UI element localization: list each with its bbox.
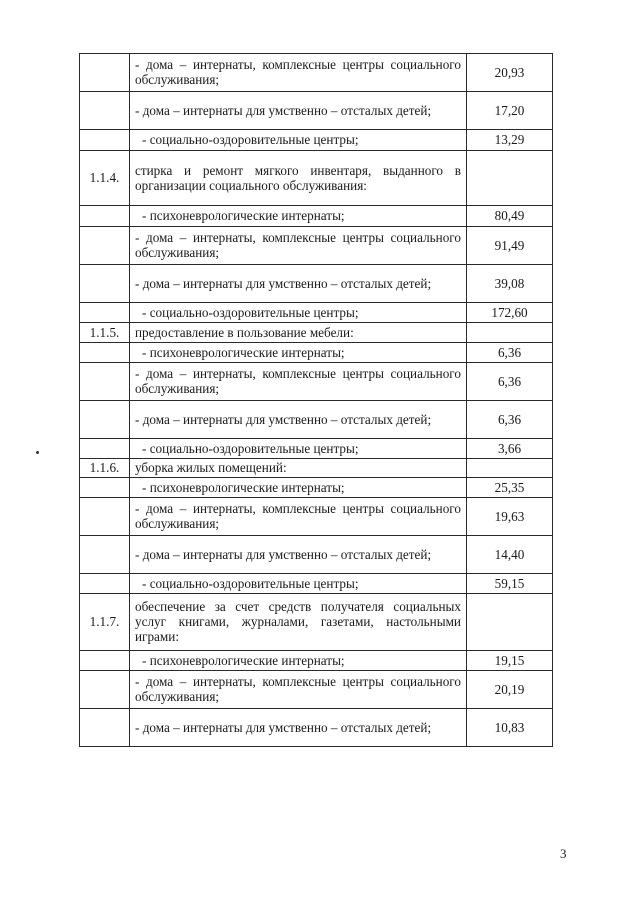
section-row — [80, 323, 553, 343]
table-row — [80, 709, 553, 747]
item-code — [80, 130, 130, 151]
tariff-value: 59,15 — [467, 574, 553, 594]
service-description: - социально-оздоровительные центры; — [130, 130, 467, 151]
tariff-value: 19,63 — [467, 498, 553, 536]
table-row — [80, 54, 553, 92]
item-code — [80, 651, 130, 671]
item-code — [80, 343, 130, 363]
tariff-value: 6,36 — [467, 363, 553, 401]
section-row — [80, 151, 553, 206]
service-description: - психоневрологические интернаты; — [130, 343, 467, 363]
tariff-value: 20,19 — [467, 671, 553, 709]
service-description: - дома – интернаты, комплексные центры социального обслуживания; — [130, 54, 467, 92]
service-description: - социально-оздоровительные центры; — [130, 439, 467, 459]
item-code — [80, 498, 130, 536]
tariff-value: 6,36 — [467, 401, 553, 439]
section-title: уборка жилых помещений: — [130, 459, 467, 478]
service-description: - дома – интернаты, комплексные центры социального обслуживания; — [130, 227, 467, 265]
service-description: - дома – интернаты для умственно – отсталых детей; — [130, 401, 467, 439]
page-number: 3 — [560, 846, 567, 861]
item-code — [80, 363, 130, 401]
item-code: 1.1.7. — [80, 594, 130, 651]
table-row — [80, 130, 553, 151]
tariff-table-body — [80, 54, 553, 747]
item-code — [80, 303, 130, 323]
table-row — [80, 478, 553, 498]
tariff-value: 19,15 — [467, 651, 553, 671]
table-row — [80, 92, 553, 130]
table-row — [80, 498, 553, 536]
tariff-value: 13,29 — [467, 130, 553, 151]
item-code — [80, 401, 130, 439]
table-row — [80, 536, 553, 574]
tariff-table — [79, 53, 553, 747]
tariff-value: 17,20 — [467, 92, 553, 130]
table-row — [80, 303, 553, 323]
tariff-value — [467, 151, 553, 206]
tariff-value: 80,49 — [467, 206, 553, 227]
item-code: 1.1.6. — [80, 459, 130, 478]
service-description: - дома – интернаты, комплексные центры социального обслуживания; — [130, 498, 467, 536]
tariff-value: 10,83 — [467, 709, 553, 747]
service-description: - психоневрологические интернаты; — [130, 478, 467, 498]
section-title: предоставление в пользование мебели: — [130, 323, 467, 343]
service-description: - социально-оздоровительные центры; — [130, 574, 467, 594]
service-description: - психоневрологические интернаты; — [130, 206, 467, 227]
section-row — [80, 594, 553, 651]
item-code: 1.1.5. — [80, 323, 130, 343]
item-code — [80, 536, 130, 574]
tariff-value — [467, 323, 553, 343]
table-row — [80, 363, 553, 401]
section-row — [80, 459, 553, 478]
tariff-value: 3,66 — [467, 439, 553, 459]
service-description: - дома – интернаты для умственно – отсталых детей; — [130, 536, 467, 574]
scan-speck — [36, 451, 39, 454]
tariff-value — [467, 594, 553, 651]
service-description: - дома – интернаты для умственно – отсталых детей; — [130, 265, 467, 303]
item-code — [80, 709, 130, 747]
tariff-value: 172,60 — [467, 303, 553, 323]
tariff-value: 91,49 — [467, 227, 553, 265]
service-description: - дома – интернаты, комплексные центры социального обслуживания; — [130, 363, 467, 401]
tariff-value: 25,35 — [467, 478, 553, 498]
item-code — [80, 54, 130, 92]
table-row — [80, 439, 553, 459]
service-description: - социально-оздоровительные центры; — [130, 303, 467, 323]
service-description: - дома – интернаты для умственно – отсталых детей; — [130, 709, 467, 747]
item-code — [80, 478, 130, 498]
table-row — [80, 401, 553, 439]
table-row — [80, 574, 553, 594]
service-description: - дома – интернаты для умственно – отсталых детей; — [130, 92, 467, 130]
item-code — [80, 206, 130, 227]
item-code — [80, 227, 130, 265]
item-code — [80, 92, 130, 130]
table-row — [80, 265, 553, 303]
table-row — [80, 651, 553, 671]
tariff-value: 39,08 — [467, 265, 553, 303]
tariff-value: 6,36 — [467, 343, 553, 363]
section-title: стирка и ремонт мягкого инвентаря, выданного в организации социального обслуживания: — [130, 151, 467, 206]
service-description: - дома – интернаты, комплексные центры социального обслуживания; — [130, 671, 467, 709]
table-row — [80, 343, 553, 363]
item-code: 1.1.4. — [80, 151, 130, 206]
tariff-value — [467, 459, 553, 478]
item-code — [80, 439, 130, 459]
section-title: обеспечение за счет средств получателя социальных услуг книгами, журналами, газетами, настольными играми: — [130, 594, 467, 651]
table-row — [80, 206, 553, 227]
item-code — [80, 574, 130, 594]
table-row — [80, 671, 553, 709]
tariff-value: 14,40 — [467, 536, 553, 574]
tariff-value: 20,93 — [467, 54, 553, 92]
table-row — [80, 227, 553, 265]
item-code — [80, 265, 130, 303]
service-description: - психоневрологические интернаты; — [130, 651, 467, 671]
item-code — [80, 671, 130, 709]
